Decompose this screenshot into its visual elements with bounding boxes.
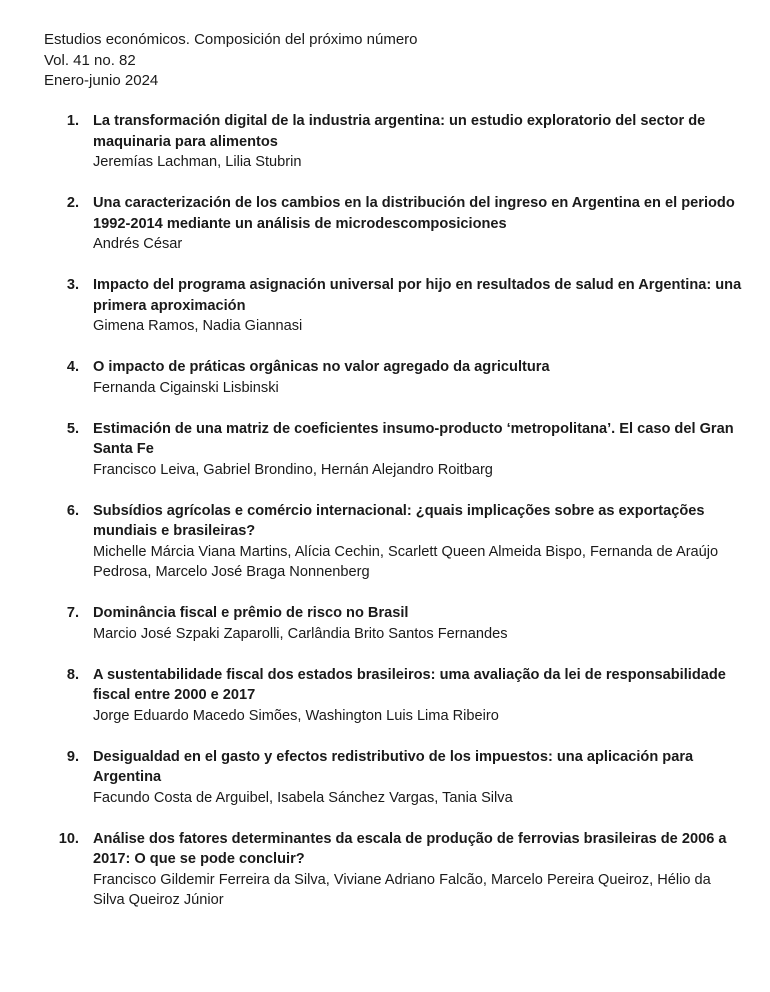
article-authors: Jorge Eduardo Macedo Simões, Washington Luis Lima Ribeiro (93, 707, 499, 724)
article-title: A sustentabilidade fiscal dos estados brasileiros: uma avaliação da lei de responsabilidade fiscal entre 2000 e 2017 (93, 666, 726, 703)
table-of-contents (44, 111, 744, 931)
article-number: 1. (66, 113, 79, 129)
article-authors: Andrés César (93, 236, 183, 252)
article-number: 7. (66, 605, 79, 621)
article-title: Estimación de una matriz de coeficientes insumo-producto ‘metropolitana’. El caso del Gran Santa Fe (93, 420, 734, 457)
article-number: 10. (58, 830, 79, 847)
article-entry (44, 419, 744, 481)
article-entry (44, 501, 744, 583)
article-entry (44, 357, 744, 398)
article-title: Desigualdad en el gasto y efectos redistributivo de los impuestos: una aplicación para Argentina (93, 748, 694, 785)
document-header (44, 30, 418, 92)
article-entry (44, 747, 744, 809)
article-title: Dominância fiscal e prêmio de risco no Brasil (93, 605, 409, 621)
article-entry (44, 275, 744, 337)
article-title: Impacto del programa asignación universal por hijo en resultados de salud en Argentina: una primera aproximación (93, 277, 742, 314)
article-number: 5. (66, 420, 79, 437)
article-entry (44, 665, 744, 727)
article-title: Una caracterización de los cambios en la distribución del ingreso en Argentina en el periodo 1992-2014 mediante un análisis de microdescomposiciones (93, 195, 735, 232)
article-authors: Gimena Ramos, Nadia Giannasi (93, 318, 303, 334)
period-line: Enero-junio 2024 (44, 72, 159, 89)
article-authors: Francisco Gildemir Ferreira da Silva, Viviane Adriano Falcão, Marcelo Pereira Queiroz, Hélio da Silva Queiroz Júnior (93, 871, 711, 908)
volume-line: Vol. 41 no. 82 (44, 51, 136, 69)
article-entry (44, 193, 744, 255)
article-title: O impacto de práticas orgânicas no valor agregado da agricultura (93, 359, 550, 375)
article-title: Subsídios agrícolas e comércio internacional: ¿quais implicações sobre as exportações mundiais e brasileiras? (93, 502, 705, 539)
article-authors: Fernanda Cigainski Lisbinski (93, 379, 279, 396)
article-number: 9. (66, 748, 79, 765)
article-title: Análise dos fatores determinantes da escala de produção de ferrovias brasileiras de 2006 a 2017: O que se pode concluir? (93, 830, 727, 867)
article-authors: Michelle Márcia Viana Martins, Alícia Cechin, Scarlett Queen Almeida Bispo, Fernanda de Araújo Pedrosa, Marcelo José Braga Nonnenberg (93, 543, 719, 580)
article-title: La transformación digital de la industria argentina: un estudio exploratorio del sector de maquinaria para alimentos (93, 113, 706, 150)
article-number: 8. (66, 666, 79, 683)
article-authors: Jeremías Lachman, Lilia Stubrin (93, 154, 302, 170)
article-entry (44, 111, 744, 173)
article-number: 2. (66, 195, 79, 211)
article-authors: Facundo Costa de Arguibel, Isabela Sánchez Vargas, Tania Silva (93, 789, 513, 806)
article-number: 3. (66, 277, 79, 293)
article-entry (44, 603, 744, 644)
article-authors: Marcio José Szpaki Zaparolli, Carlândia Brito Santos Fernandes (93, 625, 508, 642)
article-authors: Francisco Leiva, Gabriel Brondino, Hernán Alejandro Roitbarg (93, 461, 493, 478)
journal-line: Estudios económicos. Composición del próximo número (44, 31, 418, 48)
article-number: 4. (66, 359, 79, 375)
article-number: 6. (66, 502, 79, 519)
article-entry (44, 829, 744, 911)
